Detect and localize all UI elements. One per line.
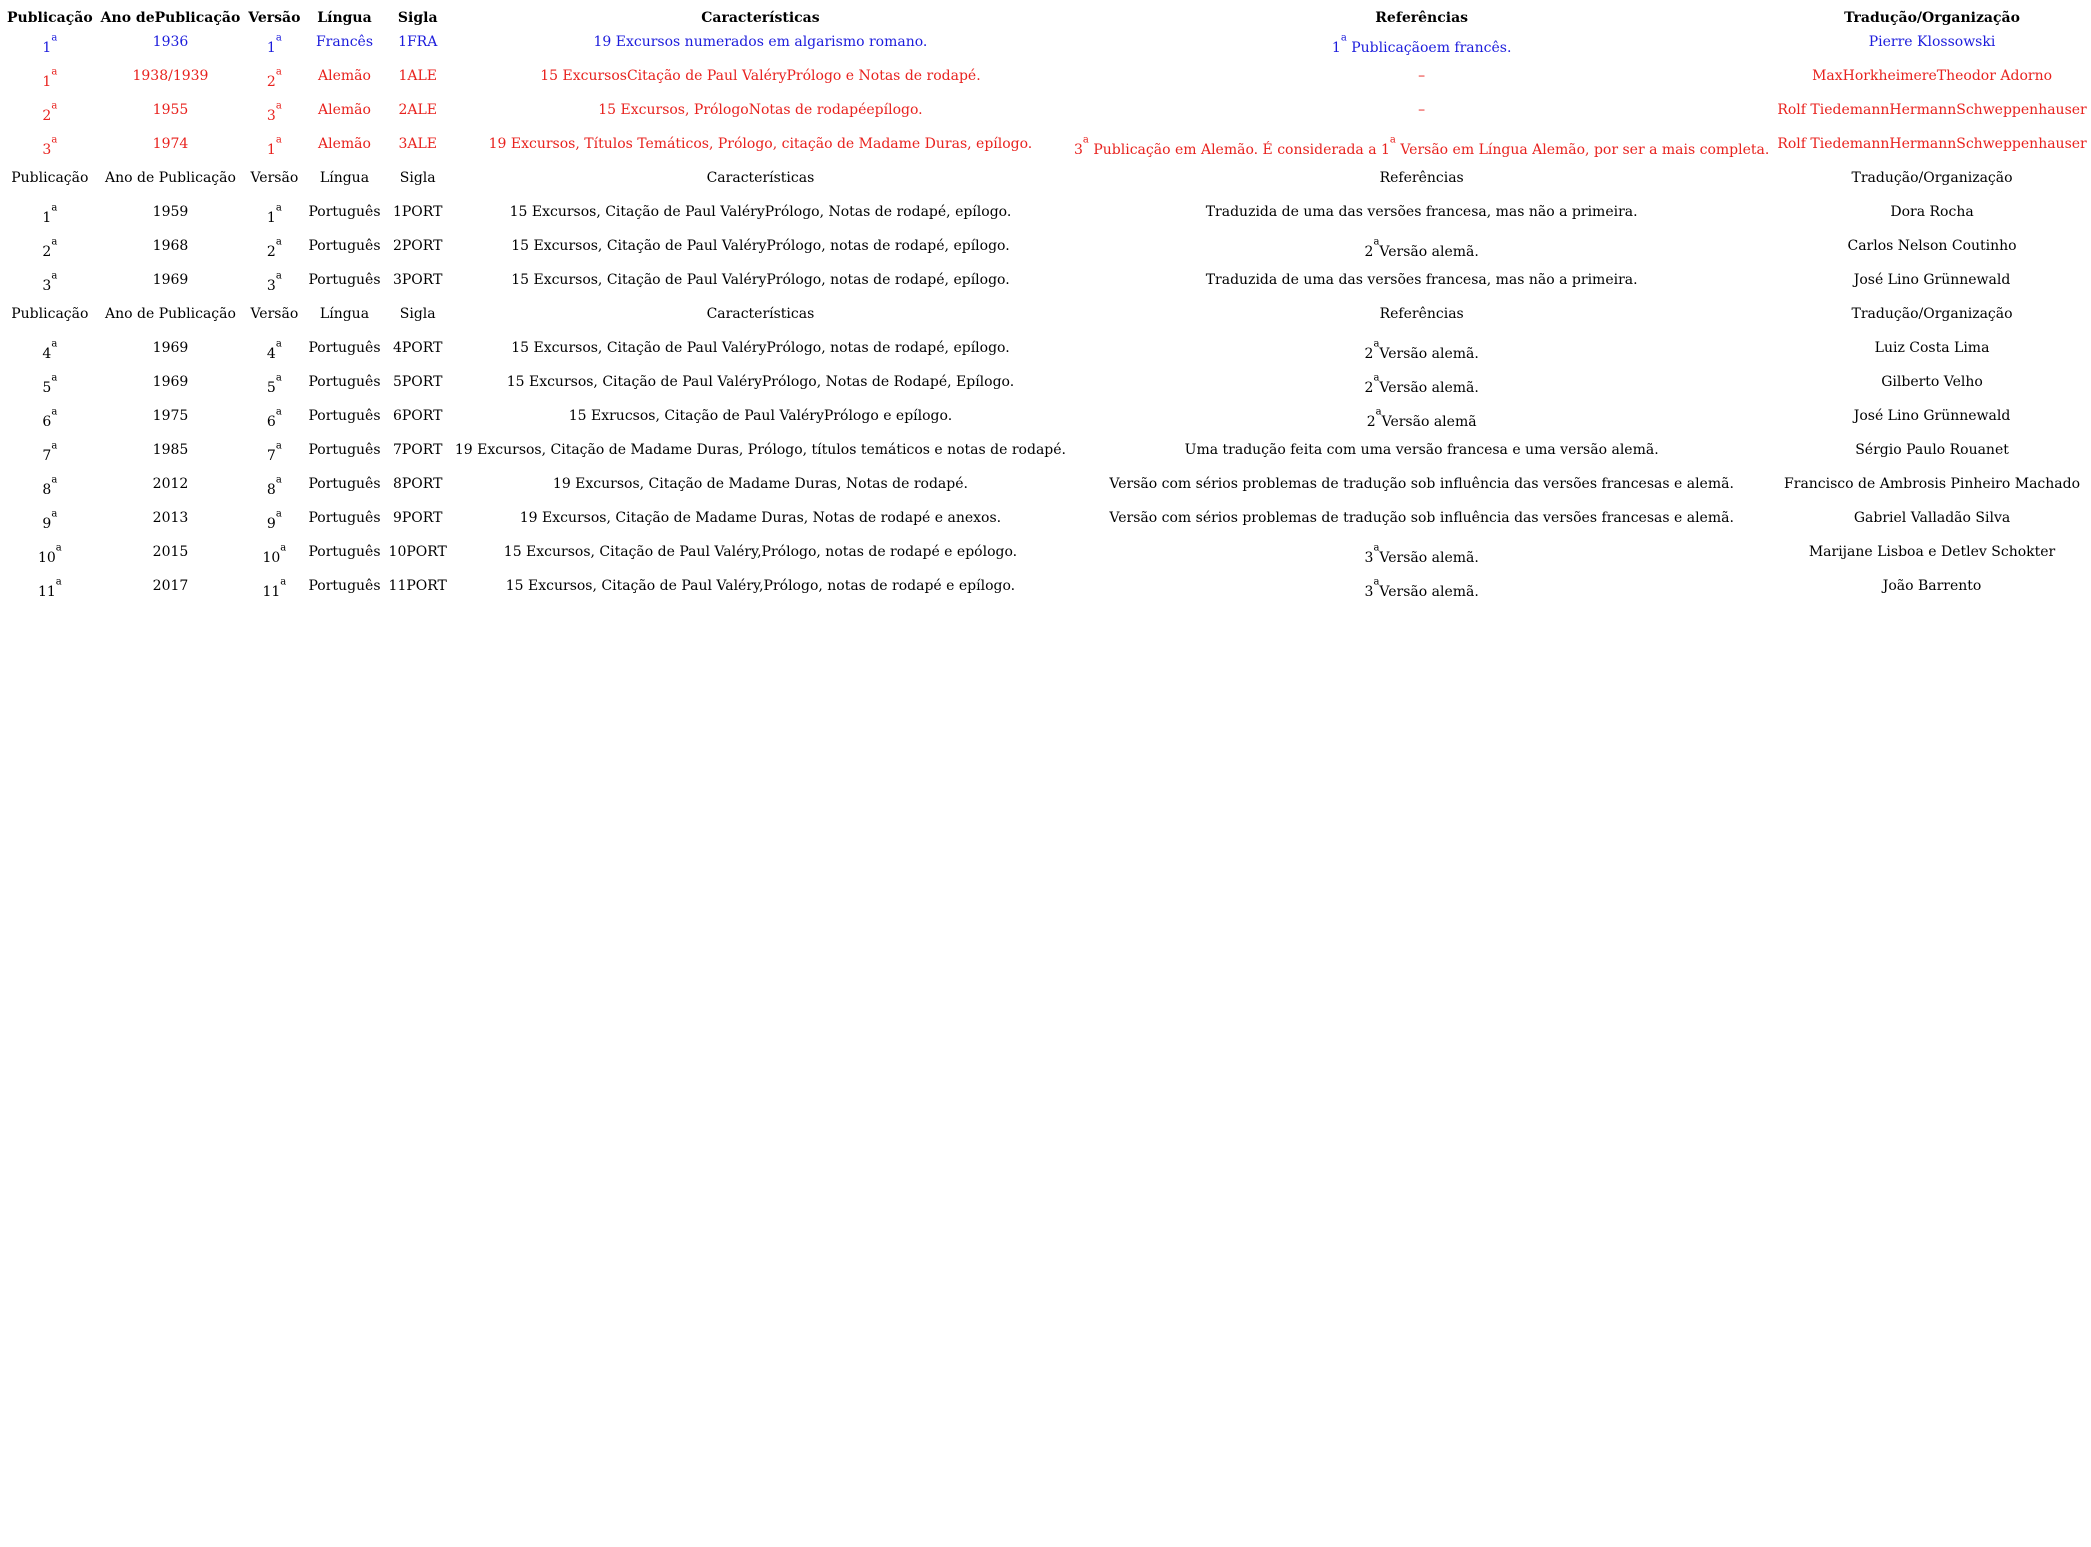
cell-translation: MaxHorkheimereTheodor Adorno — [1812, 68, 2053, 84]
cell-language: Português — [308, 204, 381, 220]
ordinal-number: 11 — [37, 584, 56, 600]
table-row — [3, 132, 2091, 166]
reference-text: Traduzida de uma das versões francesa, mas não a primeira. — [1205, 272, 1638, 288]
cell-language: Português — [308, 238, 381, 254]
table-head — [3, 6, 2091, 30]
table-row — [3, 404, 2091, 438]
ordinal-suffix: a — [275, 100, 282, 112]
cell-translation: Gilberto Velho — [1881, 374, 1983, 390]
column-header-refs: Referências — [1375, 9, 1469, 26]
ordinal-number: 1 — [42, 210, 52, 226]
ordinal-number: 2 — [1364, 346, 1374, 362]
ordinal-suffix: a — [51, 508, 58, 520]
table-row — [3, 540, 2091, 574]
section-header-cell-pub: Publicação — [11, 306, 89, 322]
ordinal-suffix: a — [275, 66, 282, 78]
ordinal-number: 3 — [42, 142, 52, 158]
cell-language: Português — [308, 442, 381, 458]
section-header-cell-trad: Tradução/Organização — [1851, 306, 2013, 322]
cell-publication — [3, 234, 97, 268]
ordinal-suffix: a — [51, 406, 58, 418]
ordinal-number: 1 — [266, 210, 276, 226]
cell-year: 1969 — [152, 374, 189, 390]
cell-references — [1070, 30, 1773, 64]
column-header-ver: Versão — [248, 9, 301, 26]
ordinal-number: 3 — [1074, 142, 1083, 158]
cell-year: 2017 — [152, 578, 189, 594]
cell-language: Alemão — [318, 102, 371, 118]
table-row — [3, 370, 2091, 404]
section-header-cell-chars: Características — [706, 170, 815, 186]
table-row — [3, 574, 2091, 608]
ordinal-number: 1 — [42, 40, 52, 56]
section-header-cell-lang: Língua — [319, 306, 370, 322]
reference-text: Versão em Língua Alemão, por ser a mais completa. — [1395, 142, 1770, 158]
cell-year: 1968 — [152, 238, 189, 254]
ordinal-suffix: a — [51, 440, 58, 452]
cell-year: 2012 — [152, 476, 189, 492]
cell-version — [244, 234, 304, 268]
ordinal-suffix: a — [51, 100, 58, 112]
ordinal-suffix: a — [275, 32, 282, 44]
cell-translation: Dora Rocha — [1890, 204, 1974, 220]
reference-text: Versão alemã. — [1379, 244, 1479, 260]
ordinal-suffix: a — [55, 576, 62, 588]
cell-language: Alemão — [318, 68, 371, 84]
reference-text: – — [1418, 102, 1426, 118]
ordinal-number: 1 — [266, 142, 276, 158]
ordinal-suffix: a — [51, 32, 58, 44]
reference-text: Versão alemã. — [1379, 584, 1479, 600]
cell-characteristics: 15 Excursos, Citação de Paul ValéryPrólogo, notas de rodapé, epílogo. — [511, 340, 1010, 356]
cell-publication — [3, 268, 97, 302]
cell-sigla: 5PORT — [392, 374, 443, 390]
cell-references — [1070, 98, 1773, 132]
ordinal-suffix: a — [55, 542, 62, 554]
ordinal-number: 1 — [1381, 142, 1390, 158]
section-header-row — [3, 166, 2091, 200]
ordinal-suffix: a — [275, 474, 282, 486]
reference-text: Traduzida de uma das versões francesa, mas não a primeira. — [1205, 204, 1638, 220]
ordinal-suffix: a — [51, 134, 58, 146]
section-header-cell-refs: Referências — [1379, 306, 1464, 322]
ordinal-number: 10 — [262, 550, 281, 566]
ordinal-number: 7 — [266, 448, 276, 464]
section-header-cell-sigla: Sigla — [399, 170, 436, 186]
cell-version — [244, 336, 304, 370]
section-header-cell-trad: Tradução/Organização — [1851, 170, 2013, 186]
cell-language: Português — [308, 578, 381, 594]
cell-publication — [3, 64, 97, 98]
ordinal-suffix: a — [51, 372, 58, 384]
cell-sigla: 2ALE — [398, 102, 437, 118]
cell-sigla: 3PORT — [392, 272, 443, 288]
table-row — [3, 438, 2091, 472]
section-header-cell-chars: Características — [706, 306, 815, 322]
ordinal-suffix: a — [280, 576, 287, 588]
cell-translation: Sérgio Paulo Rouanet — [1855, 442, 2009, 458]
ordinal-number: 9 — [266, 516, 276, 532]
table-body — [3, 30, 2091, 608]
cell-sigla: 6PORT — [392, 408, 443, 424]
ordinal-number: 2 — [266, 244, 276, 260]
cell-language: Português — [308, 408, 381, 424]
cell-publication — [3, 370, 97, 404]
cell-references — [1070, 574, 1773, 608]
table-row — [3, 506, 2091, 540]
cell-version — [244, 370, 304, 404]
ordinal-number: 5 — [266, 380, 276, 396]
ordinal-suffix: a — [1375, 406, 1382, 418]
cell-year: 1938/1939 — [132, 68, 209, 84]
ordinal-suffix: a — [1373, 576, 1380, 588]
table-row — [3, 336, 2091, 370]
section-header-cell-year: Ano de Publicação — [105, 306, 236, 322]
cell-publication — [3, 98, 97, 132]
cell-publication — [3, 472, 97, 506]
column-header-chars: Características — [701, 9, 820, 26]
cell-characteristics: 15 Excursos, Citação de Paul ValéryPrólogo, Notas de Rodapé, Epílogo. — [506, 374, 1015, 390]
reference-text: Publicaçãoem francês. — [1346, 40, 1512, 56]
cell-characteristics: 15 Excursos, Citação de Paul ValéryPrólogo, notas de rodapé, epílogo. — [511, 272, 1010, 288]
ordinal-number: 8 — [42, 482, 52, 498]
ordinal-suffix: a — [51, 66, 58, 78]
cell-references — [1070, 438, 1773, 472]
cell-characteristics: 19 Excursos, Citação de Madame Duras, Notas de rodapé. — [552, 476, 968, 492]
cell-language: Português — [308, 374, 381, 390]
ordinal-number: 3 — [1364, 584, 1374, 600]
column-header-pub: Publicação — [7, 9, 93, 26]
section-header-cell-sigla: Sigla — [399, 306, 436, 322]
cell-references — [1070, 336, 1773, 370]
cell-version — [244, 268, 304, 302]
ordinal-suffix: a — [280, 542, 287, 554]
cell-year: 1959 — [152, 204, 189, 220]
column-header-sigla: Sigla — [397, 9, 438, 26]
section-header-cell-lang: Língua — [319, 170, 370, 186]
cell-version — [244, 132, 304, 166]
cell-year: 2013 — [152, 510, 189, 526]
ordinal-number: 11 — [262, 584, 281, 600]
cell-year: 2015 — [152, 544, 189, 560]
table-row — [3, 30, 2091, 64]
cell-characteristics: 19 Excursos, Citação de Madame Duras, Notas de rodapé e anexos. — [519, 510, 1002, 526]
cell-characteristics: 15 Excursos, Citação de Paul Valéry,Prólogo, notas de rodapé e epílogo. — [505, 578, 1016, 594]
cell-publication — [3, 132, 97, 166]
cell-version — [244, 438, 304, 472]
ordinal-number: 2 — [1366, 414, 1376, 430]
cell-translation: Carlos Nelson Coutinho — [1847, 238, 2017, 254]
ordinal-number: 6 — [266, 414, 276, 430]
ordinal-number: 1 — [42, 74, 52, 90]
table-row — [3, 200, 2091, 234]
cell-year: 1985 — [152, 442, 189, 458]
cell-language: Alemão — [318, 136, 371, 152]
cell-year: 1955 — [152, 102, 189, 118]
ordinal-number: 2 — [1364, 380, 1374, 396]
cell-year: 1975 — [152, 408, 189, 424]
cell-sigla: 2PORT — [392, 238, 443, 254]
ordinal-suffix: a — [275, 406, 282, 418]
section-header-cell-year: Ano de Publicação — [105, 170, 236, 186]
cell-publication — [3, 574, 97, 608]
ordinal-number: 2 — [42, 108, 52, 124]
cell-sigla: 4PORT — [392, 340, 443, 356]
section-header-cell-ver: Versão — [250, 306, 299, 322]
cell-characteristics: 15 Exrucsos, Citação de Paul ValéryPrólogo e epílogo. — [568, 408, 953, 424]
cell-translation: Marijane Lisboa e Detlev Schokter — [1808, 544, 2056, 560]
ordinal-suffix: a — [1340, 32, 1347, 44]
cell-translation: Pierre Klossowski — [1868, 34, 1996, 50]
cell-version — [244, 404, 304, 438]
cell-sigla: 1FRA — [398, 34, 438, 50]
cell-publication — [3, 438, 97, 472]
ordinal-number: 7 — [42, 448, 52, 464]
cell-version — [244, 472, 304, 506]
cell-language: Português — [308, 544, 381, 560]
cell-year: 1936 — [152, 34, 189, 50]
ordinal-number: 4 — [266, 346, 276, 362]
cell-sigla: 8PORT — [392, 476, 443, 492]
cell-language: Português — [308, 340, 381, 356]
ordinal-suffix: a — [275, 338, 282, 350]
reference-text: Versão alemã — [1381, 414, 1477, 430]
ordinal-suffix: a — [275, 508, 282, 520]
cell-language: Português — [308, 272, 381, 288]
cell-publication — [3, 506, 97, 540]
cell-characteristics: 15 Excursos, PrólogoNotas de rodapéepílogo. — [598, 102, 923, 118]
reference-text: Versão alemã. — [1379, 380, 1479, 396]
reference-text: Versão com sérios problemas de tradução sob influência das versões francesas e alemã. — [1109, 476, 1734, 492]
cell-characteristics: 19 Excursos, Citação de Madame Duras, Prólogo, títulos temáticos e notas de rodapé. — [454, 442, 1066, 458]
ordinal-number: 2 — [1364, 244, 1374, 260]
cell-characteristics: 19 Excursos numerados em algarismo romano. — [593, 34, 928, 50]
ordinal-suffix: a — [275, 372, 282, 384]
ordinal-number: 8 — [266, 482, 276, 498]
cell-version — [244, 506, 304, 540]
cell-references — [1070, 540, 1773, 574]
cell-sigla: 3ALE — [398, 136, 437, 152]
cell-year: 1974 — [152, 136, 189, 152]
cell-publication — [3, 540, 97, 574]
column-header-lang: Língua — [317, 9, 372, 26]
ordinal-number: 10 — [37, 550, 56, 566]
cell-version — [244, 200, 304, 234]
ordinal-number: 3 — [42, 278, 52, 294]
column-header-trad: Tradução/Organização — [1844, 9, 2020, 26]
cell-translation: Gabriel Valladão Silva — [1853, 510, 2011, 526]
cell-version — [244, 574, 304, 608]
ordinal-number: 1 — [266, 40, 276, 56]
ordinal-number: 2 — [266, 74, 276, 90]
cell-references — [1070, 506, 1773, 540]
ordinal-suffix: a — [275, 202, 282, 214]
cell-sigla: 7PORT — [392, 442, 443, 458]
cell-version — [244, 30, 304, 64]
ordinal-suffix: a — [275, 134, 282, 146]
reference-text: Versão alemã. — [1379, 550, 1479, 566]
reference-text: Versão alemã. — [1379, 346, 1479, 362]
ordinal-number: 3 — [1364, 550, 1374, 566]
ordinal-suffix: a — [51, 270, 58, 282]
cell-language: Português — [308, 476, 381, 492]
cell-references — [1070, 370, 1773, 404]
table-row — [3, 64, 2091, 98]
section-header-cell-refs: Referências — [1379, 170, 1464, 186]
cell-publication — [3, 30, 97, 64]
cell-translation: Rolf TiedemannHermannSchweppenhauser — [1777, 136, 2087, 152]
section-header-cell-pub: Publicação — [11, 170, 89, 186]
cell-references — [1070, 64, 1773, 98]
section-header-cell-ver: Versão — [250, 170, 299, 186]
cell-version — [244, 98, 304, 132]
section-header-row — [3, 302, 2091, 336]
cell-version — [244, 540, 304, 574]
reference-text: Versão com sérios problemas de tradução sob influência das versões francesas e alemã. — [1109, 510, 1734, 526]
ordinal-suffix: a — [1389, 134, 1396, 146]
ordinal-suffix: a — [51, 202, 58, 214]
cell-translation: João Barrento — [1882, 578, 1982, 594]
ordinal-suffix: a — [275, 270, 282, 282]
reference-text: – — [1418, 68, 1426, 84]
table-row — [3, 98, 2091, 132]
ordinal-number: 5 — [42, 380, 52, 396]
cell-language: Português — [308, 510, 381, 526]
cell-year: 1969 — [152, 340, 189, 356]
cell-translation: Rolf TiedemannHermannSchweppenhauser — [1777, 102, 2087, 118]
cell-characteristics: 15 Excursos, Citação de Paul ValéryPrólogo, notas de rodapé, epílogo. — [511, 238, 1010, 254]
cell-year: 1969 — [152, 272, 189, 288]
cell-translation: Francisco de Ambrosis Pinheiro Machado — [1784, 476, 2081, 492]
reference-text: Uma tradução feita com uma versão francesa e uma versão alemã. — [1184, 442, 1659, 458]
cell-characteristics: 15 Excursos, Citação de Paul ValéryPrólogo, Notas de rodapé, epílogo. — [509, 204, 1012, 220]
ordinal-suffix: a — [275, 440, 282, 452]
ordinal-suffix: a — [1373, 372, 1380, 384]
ordinal-suffix: a — [51, 338, 58, 350]
ordinal-suffix: a — [275, 236, 282, 248]
cell-references — [1070, 234, 1773, 268]
ordinal-number: 3 — [266, 278, 276, 294]
editions-table — [3, 6, 2091, 608]
ordinal-suffix: a — [1373, 338, 1380, 350]
table-row — [3, 234, 2091, 268]
ordinal-number: 4 — [42, 346, 52, 362]
cell-sigla: 11PORT — [388, 578, 447, 594]
cell-publication — [3, 336, 97, 370]
cell-language: Francês — [315, 34, 374, 50]
cell-sigla: 9PORT — [392, 510, 443, 526]
ordinal-suffix: a — [1373, 236, 1380, 248]
cell-sigla: 1PORT — [392, 204, 443, 220]
reference-text: Publicação em Alemão. É considerada a — [1088, 142, 1381, 158]
cell-characteristics: 15 Excursos, Citação de Paul Valéry,Prólogo, notas de rodapé e epólogo. — [503, 544, 1018, 560]
cell-publication — [3, 200, 97, 234]
ordinal-suffix: a — [1373, 542, 1380, 554]
cell-references — [1070, 404, 1773, 438]
cell-translation: Luiz Costa Lima — [1874, 340, 1990, 356]
ordinal-number: 2 — [42, 244, 52, 260]
ordinal-number: 3 — [266, 108, 276, 124]
cell-references — [1070, 132, 1773, 166]
ordinal-number: 9 — [42, 516, 52, 532]
header-row — [3, 6, 2091, 30]
cell-version — [244, 64, 304, 98]
cell-characteristics: 19 Excursos, Títulos Temáticos, Prólogo, citação de Madame Duras, epílogo. — [488, 136, 1033, 152]
table-row — [3, 268, 2091, 302]
ordinal-number: 6 — [42, 414, 52, 430]
cell-sigla: 1ALE — [398, 68, 437, 84]
cell-references — [1070, 200, 1773, 234]
ordinal-suffix: a — [51, 236, 58, 248]
cell-publication — [3, 404, 97, 438]
ordinal-suffix: a — [51, 474, 58, 486]
cell-translation: José Lino Grünnewald — [1853, 408, 2011, 424]
cell-references — [1070, 472, 1773, 506]
ordinal-number: 1 — [1331, 40, 1341, 56]
cell-translation: José Lino Grünnewald — [1853, 272, 2011, 288]
cell-references — [1070, 268, 1773, 302]
cell-characteristics: 15 ExcursosCitação de Paul ValéryPrólogo e Notas de rodapé. — [540, 68, 981, 84]
column-header-year: Ano dePublicação — [100, 9, 241, 26]
table-row — [3, 472, 2091, 506]
cell-sigla: 10PORT — [388, 544, 447, 560]
ordinal-suffix: a — [1082, 134, 1089, 146]
